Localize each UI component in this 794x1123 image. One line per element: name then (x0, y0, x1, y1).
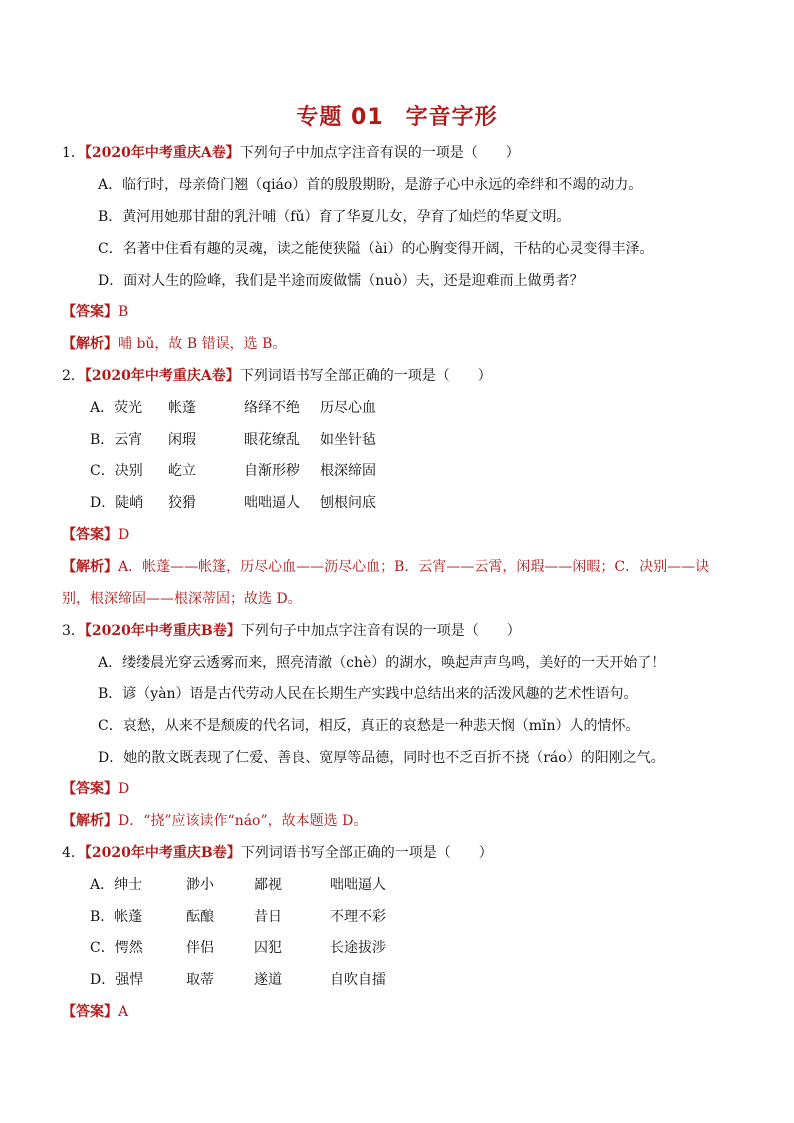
question-4-stem: 4．【2020年中考重庆B卷】下列词语书写全部正确的一项是（ ） (62, 845, 493, 861)
question-1-stem: 1．【2020年中考重庆A卷】下列句子中加点字注音有误的一项是（ ） (62, 145, 520, 161)
answer: 【答案】A (62, 1004, 129, 1020)
question-source: 【2020年中考重庆B卷】 (84, 623, 241, 639)
analysis: 【解析】A．帐蓬——帐篷，历尽心血——沥尽心血；B．云宵——云霄，闲瑕——闲暇；C．决别——诀 (62, 559, 710, 575)
option-d: D．面对人生的险峰，我们是半途而废做懦（nuò）夫，还是迎难而上做勇者？ (98, 273, 584, 289)
answer: 【答案】D (62, 527, 130, 543)
option-a: A．缕缕晨光穿云透雾而来，照亮清澈（chè）的湖水，唤起声声鸟鸣，美好的一天开始了！ (98, 655, 666, 671)
option-d: D．她的散文既表现了仁爱、善良、宽厚等品德，同时也不乏百折不挠（ráo）的阳刚之气。 (98, 750, 665, 766)
answer: 【答案】B (62, 304, 129, 320)
option-a: A．临行时，母亲倚门翘（qiáo）首的殷殷期盼，是游子心中永远的牵绊和不竭的动力。 (98, 177, 643, 193)
option-d: D．强悍 取蒂 遂道 自吹自擂 (90, 972, 386, 988)
title-prefix: 专题 (296, 105, 343, 130)
option-b: B．谚（yàn）语是古代劳动人民在长期生产实践中总结出来的活泼风趣的艺术性语句。 (98, 686, 638, 702)
option-c: C．愕然 伴侣 囚犯 长途拔涉 (90, 940, 386, 956)
option-b: B．黄河用她那甘甜的乳汁哺（fǔ）育了华夏儿女，孕育了灿烂的华夏文明。 (98, 209, 571, 225)
option-c: C．名著中住看有趣的灵魂，读之能使狭隘（ài）的心胸变得开阔，干枯的心灵变得丰泽。 (98, 241, 654, 257)
title-number: 01 (351, 105, 384, 130)
option-b: B．帐蓬 酝酿 昔日 不理不彩 (90, 909, 386, 925)
analysis: 【解析】D．“挠”应该读作“náo”，故本题选 D。 (62, 813, 368, 829)
analysis: 【解析】哺 bǔ，故 B 错误，选 B。 (62, 336, 287, 352)
option-c: C．决别 屹立 自渐形秽 根深缔固 (90, 463, 376, 479)
question-source: 【2020年中考重庆A卷】 (84, 368, 240, 384)
option-c: C．哀愁，从来不是颓废的代名词，相反，真正的哀愁是一种悲天悯（mǐn）人的情怀。 (98, 718, 640, 734)
question-2-stem: 2．【2020年中考重庆A卷】下列词语书写全部正确的一项是（ ） (62, 368, 492, 384)
title-topic: 字音字形 (405, 105, 498, 130)
answer: 【答案】D (62, 781, 130, 797)
question-source: 【2020年中考重庆B卷】 (84, 845, 241, 861)
option-d: D．陡峭 狡猾 咄咄逼人 刨根问底 (90, 495, 376, 511)
option-b: B．云宵 闲瑕 眼花缭乱 如坐针毡 (90, 432, 376, 448)
page-title (0, 100, 794, 131)
question-source: 【2020年中考重庆A卷】 (84, 145, 240, 161)
analysis-continued: 别，根深缔固——根深蒂固；故选 D。 (62, 591, 302, 607)
option-a: A．绅士 渺小 鄙视 咄咄逼人 (90, 877, 386, 893)
question-3-stem: 3．【2020年中考重庆B卷】下列句子中加点字注音有误的一项是（ ） (62, 623, 521, 639)
option-a: A．荧光 帐蓬 络绎不绝 历尽心血 (90, 400, 376, 416)
